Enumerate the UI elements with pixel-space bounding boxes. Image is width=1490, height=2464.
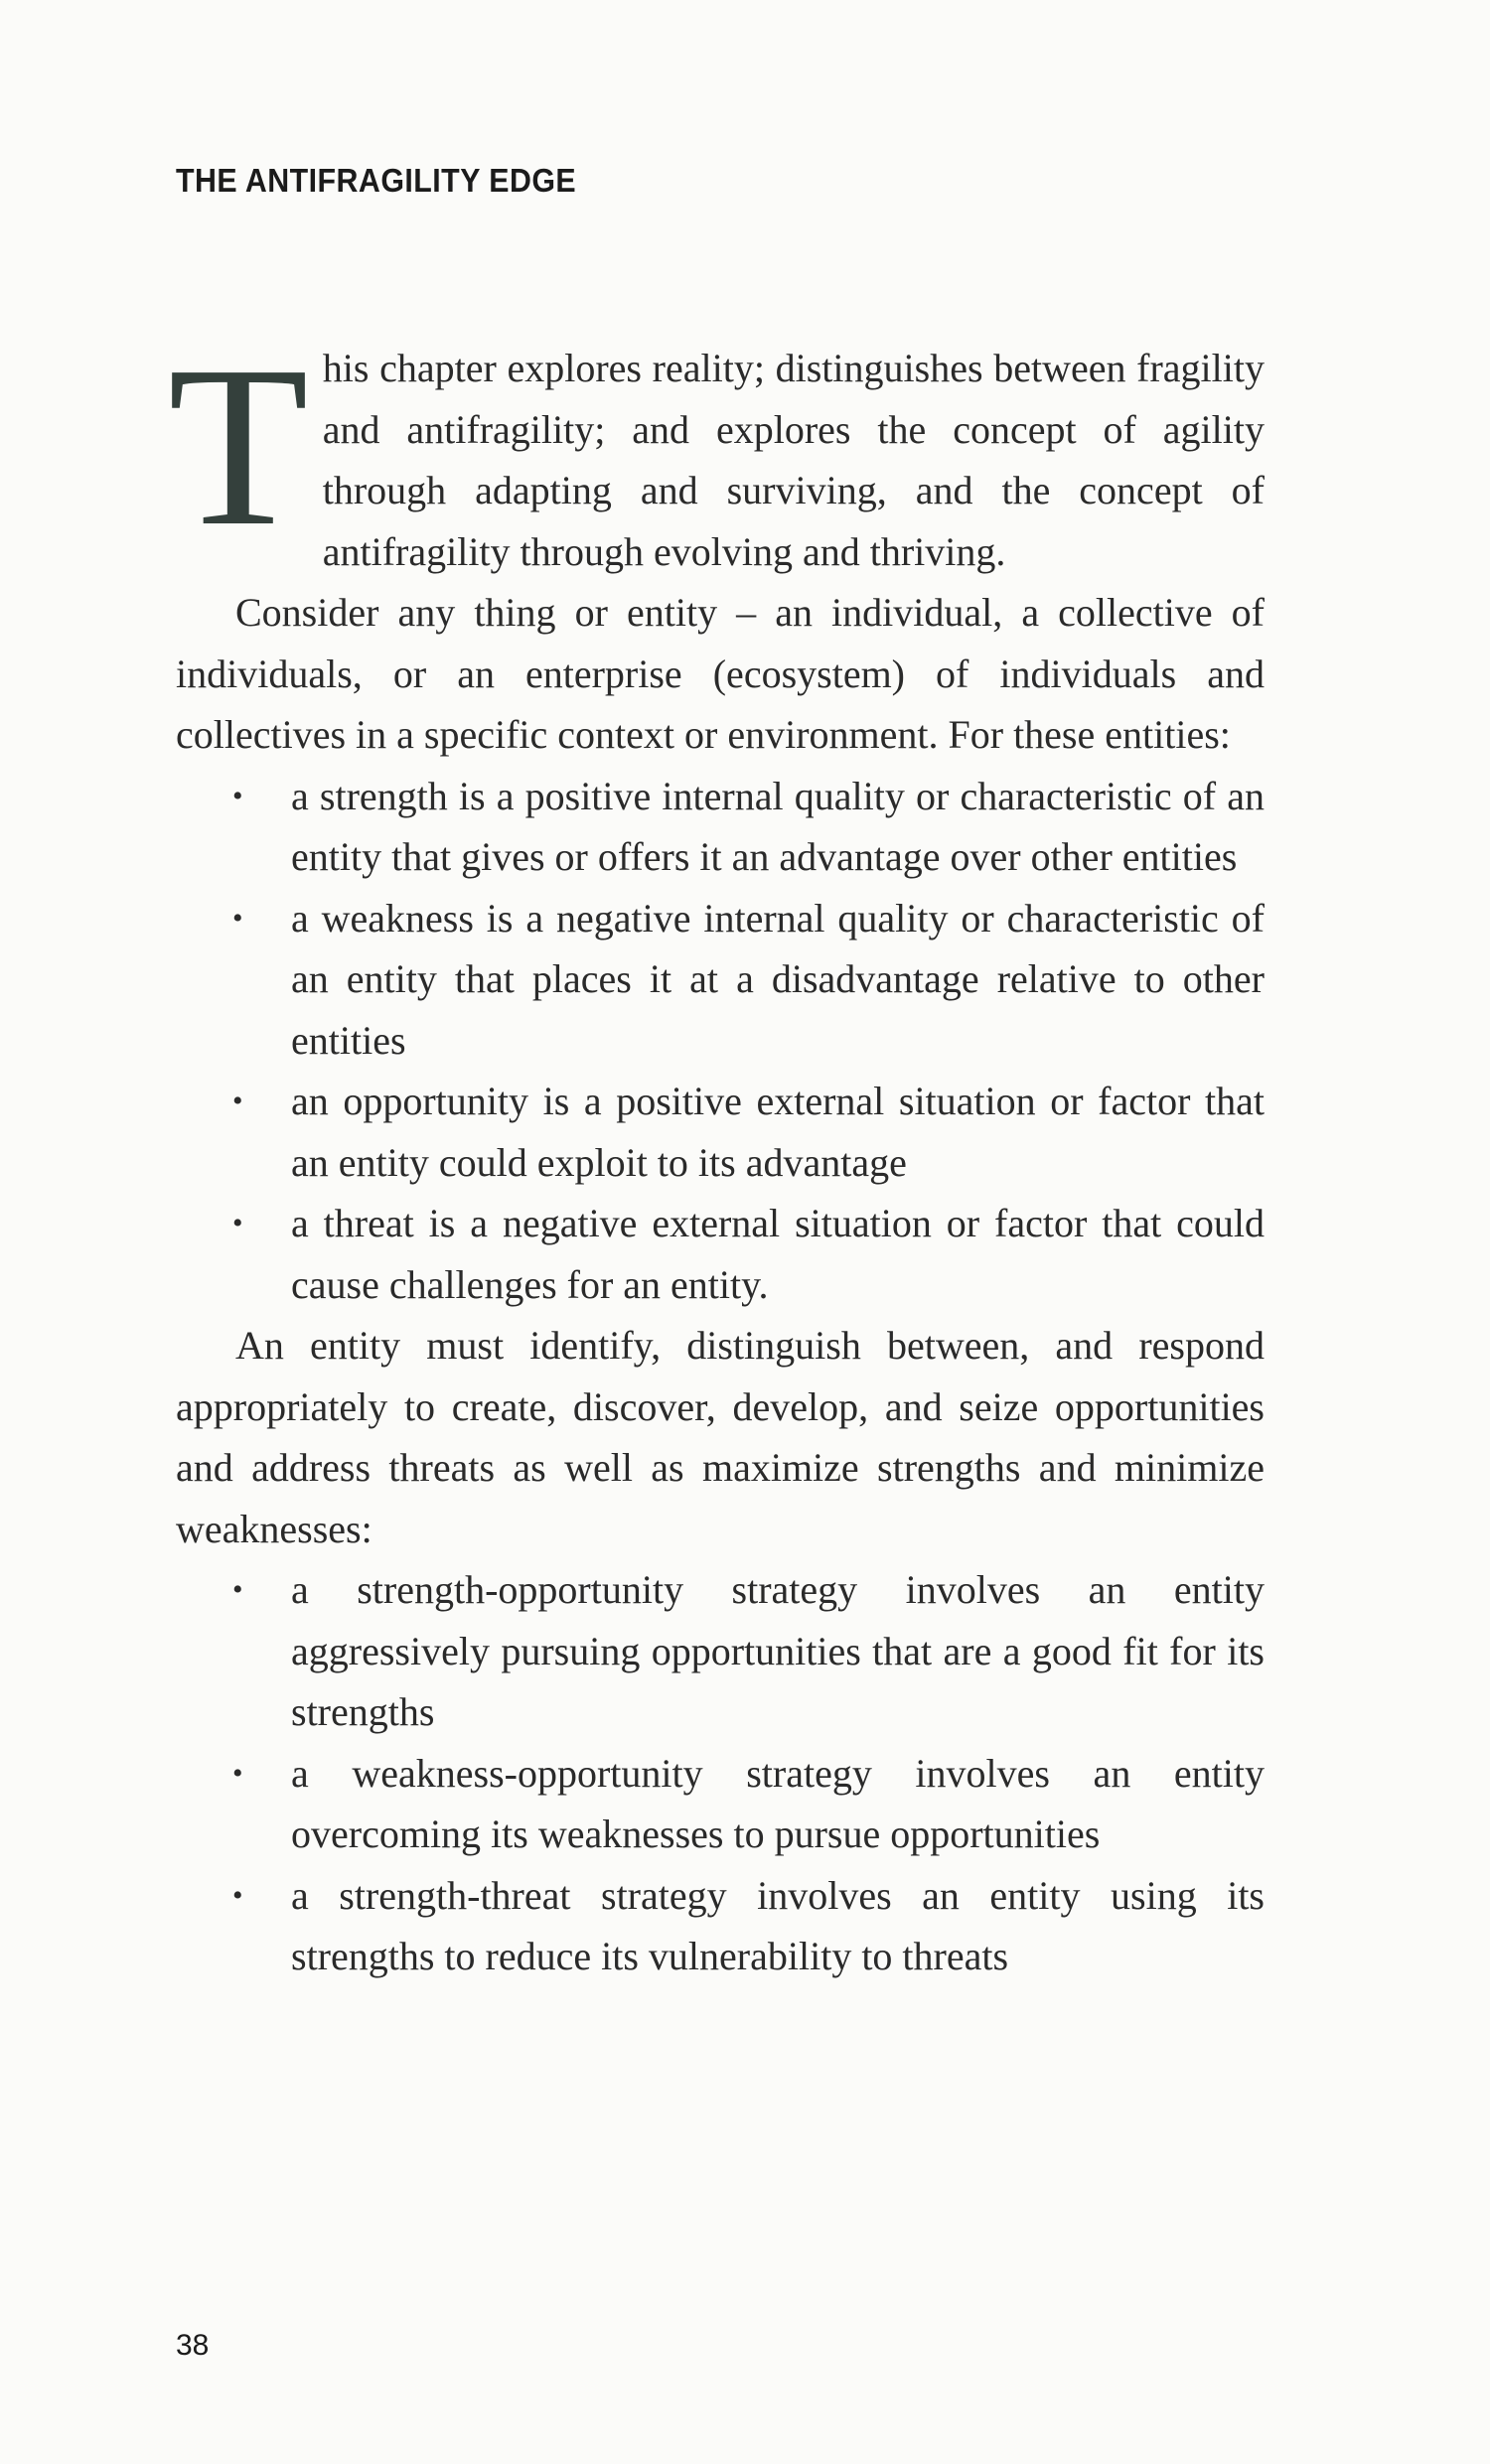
list-item: • a weakness-opportunity strategy involves an entity overcoming its weaknesses to pursue opportunities (176, 1743, 1265, 1865)
page-number: 38 (176, 2329, 210, 2362)
bullet-icon: • (232, 1573, 243, 1606)
list-item: • a strength is a positive internal quality or characteristic of an entity that gives or offers it an advantage over other entities (176, 766, 1265, 888)
bullet-icon: • (232, 901, 243, 935)
bullet-icon: • (232, 779, 243, 812)
list-item: • a weakness is a negative internal quality or characteristic of an entity that places it at a disadvantage relative to other entities (176, 888, 1265, 1072)
list-item: • an opportunity is a positive external situation or factor that an entity could exploit to its advantage (176, 1071, 1265, 1193)
intro-text: his chapter explores reality; distinguishes between fragility and antifragility; and explores the concept of agility through adapting and surviving, and the concept of antifragility through evolving and thriving. (322, 346, 1265, 574)
list-item: • a strength-opportunity strategy involves an entity aggressively pursuing opportunities that are a good fit for its strengths (176, 1559, 1265, 1743)
paragraph-strategies: An entity must identify, distinguish between, and respond appropriately to create, discover, develop, and seize opportunities and address threats as well as maximize strengths and minimize weaknesses: (176, 1323, 1265, 1551)
intro-paragraph (168, 319, 1265, 582)
body-text (168, 319, 1265, 1987)
strategy-list (176, 1559, 1265, 1987)
bullet-icon: • (232, 1878, 243, 1912)
running-head: THE ANTIFRAGILITY EDGE (176, 162, 577, 199)
list-item: • a threat is a negative external situation or factor that could cause challenges for an entity. (176, 1193, 1265, 1315)
list-item: • a strength-threat strategy involves an entity using its strengths to reduce its vulnerability to threats (176, 1865, 1265, 1987)
bullet-icon: • (232, 1085, 243, 1117)
bullet-icon: • (232, 1207, 243, 1239)
swot-definitions-list (176, 766, 1265, 1316)
bullet-icon: • (232, 1756, 243, 1790)
drop-cap: T (168, 319, 309, 574)
paragraph-entities: Consider any thing or entity – an individual, a collective of individuals, or an enterprise (ecosystem) of individuals and collectives in a specific context or environment. For these entities: (176, 590, 1265, 757)
